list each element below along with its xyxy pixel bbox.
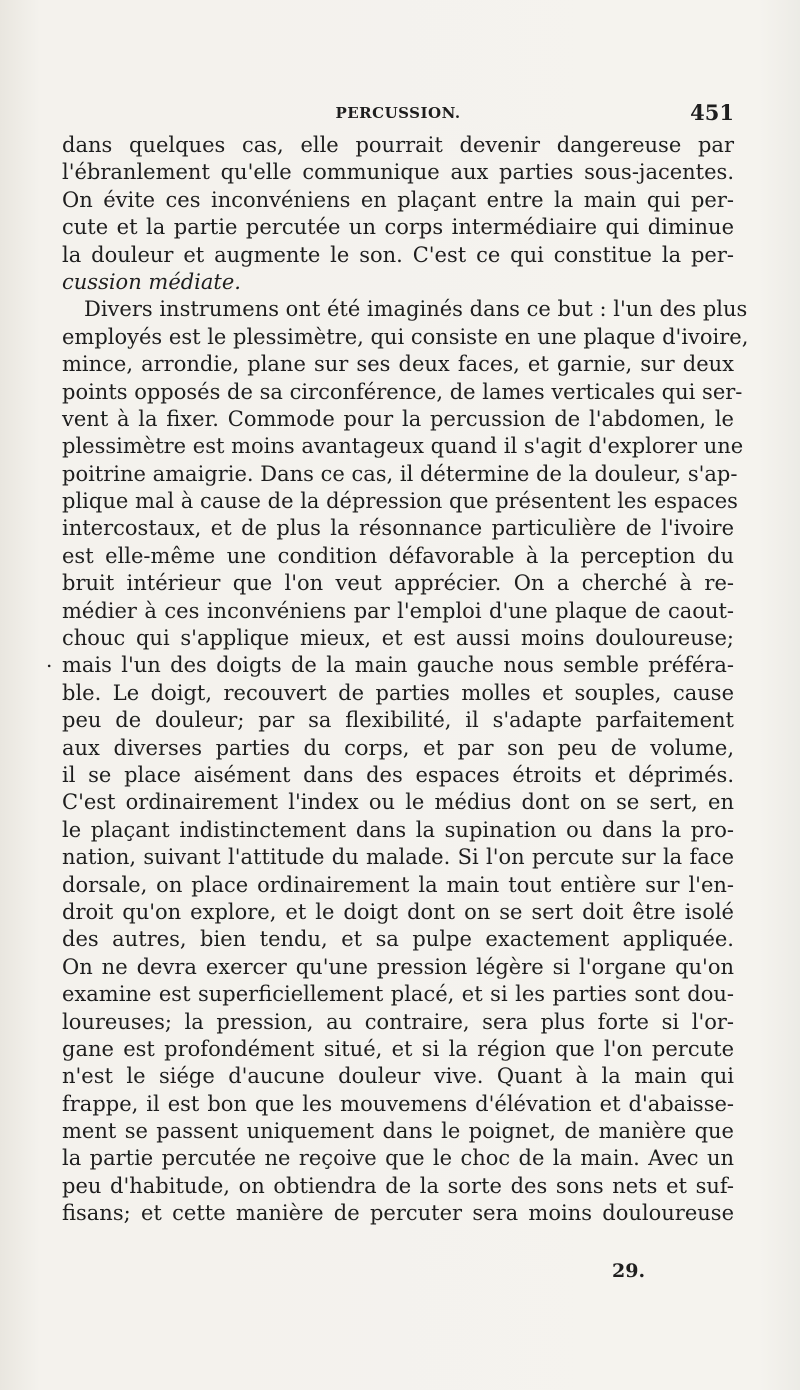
text-line: dorsale, on place ordinairement la main tout entière sur l'en- (62, 872, 734, 897)
text-line: ment se passent uniquement dans le poignet, de manière que (62, 1119, 734, 1144)
running-head (62, 100, 734, 130)
text-line: plique mal à cause de la dépression que présentent les espaces (62, 489, 738, 514)
text-line: des autres, bien tendu, et sa pulpe exactement appliquée. (62, 927, 734, 952)
text-line: cussion médiate. (62, 269, 241, 294)
text-line: Divers instrumens ont été imaginés dans ce but : l'un des plus (84, 297, 748, 322)
running-head-title: PERCUSSION. (335, 104, 461, 122)
signature-mark: 29. (612, 1260, 646, 1282)
text-line: nation, suivant l'attitude du malade. Si l'on percute sur la face (62, 845, 734, 870)
text-line: la partie percutée ne reçoive que le choc de la main. Avec un (62, 1146, 734, 1171)
text-line: mais l'un des doigts de la main gauche nous semble préféra- (62, 653, 734, 678)
text-line: peu de douleur; par sa flexibilité, il s'adapte parfaitement (62, 708, 734, 733)
text-line: loureuses; la pression, au contraire, sera plus forte si l'or- (62, 1009, 734, 1034)
text-line: ble. Le doigt, recouvert de parties molles et souples, cause (62, 680, 734, 705)
text-line: cute et la partie percutée un corps intermédiaire qui diminue (62, 215, 734, 240)
text-line: aux diverses parties du corps, et par son peu de volume, (62, 735, 734, 760)
page-number: 451 (690, 100, 734, 125)
text-line: bruit intérieur que l'on veut apprécier. On a cherché à re- (62, 571, 734, 596)
body-text (62, 132, 749, 1228)
text-line: médier à ces inconvéniens par l'emploi d'une plaque de caout- (62, 598, 734, 623)
text-line: gane est profondément situé, et si la région que l'on percute (62, 1036, 734, 1061)
text-line: n'est le siége d'aucune douleur vive. Quant à la main qui (62, 1064, 734, 1089)
text-line: la douleur et augmente le son. C'est ce qui constitue la per- (62, 242, 734, 267)
text-line: On ne devra exercer qu'une pression légère si l'organe qu'on (62, 954, 734, 979)
text-line: plessimètre est moins avantageux quand il s'agit d'explorer une (62, 434, 744, 459)
text-line: dans quelques cas, elle pourrait devenir dangereuse par (62, 133, 734, 157)
text-line: il se place aisément dans des espaces étroits et déprimés. (62, 762, 734, 787)
text-line: employés est le plessimètre, qui consiste en une plaque d'ivoire, (62, 324, 749, 349)
text-line: fisans; et cette manière de percuter sera moins douloureuse (62, 1201, 734, 1226)
text-line: peu d'habitude, on obtiendra de la sorte des sons nets et suf- (62, 1173, 734, 1198)
text-line: examine est superficiellement placé, et si les parties sont dou- (62, 982, 734, 1007)
margin-mark: . (46, 648, 53, 672)
text-line: vent à la fixer. Commode pour la percussion de l'abdomen, le (62, 406, 734, 431)
text-line: l'ébranlement qu'elle communique aux parties sous-jacentes. (62, 160, 734, 185)
text-line: mince, arrondie, plane sur ses deux faces, et garnie, sur deux (62, 352, 734, 377)
text-line: chouc qui s'applique mieux, et est aussi moins douloureuse; (62, 626, 734, 651)
text-line: droit qu'on explore, et le doigt dont on se sert doit être isolé (62, 899, 734, 924)
text-line: intercostaux, et de plus la résonnance particulière de l'ivoire (62, 516, 734, 541)
text-line: est elle-même une condition défavorable à la perception du (62, 543, 734, 568)
text-line: frappe, il est bon que les mouvemens d'élévation et d'abaisse- (62, 1091, 734, 1116)
text-line: le plaçant indistinctement dans la supination ou dans la pro- (62, 817, 734, 842)
text-line: poitrine amaigrie. Dans ce cas, il détermine de la douleur, s'ap- (62, 461, 738, 486)
text-line: C'est ordinairement l'index ou le médius dont on se sert, en (62, 790, 734, 815)
text-line: points opposés de sa circonférence, de lames verticales qui ser- (62, 379, 743, 404)
text-line: On évite ces inconvéniens en plaçant entre la main qui per- (62, 187, 734, 212)
